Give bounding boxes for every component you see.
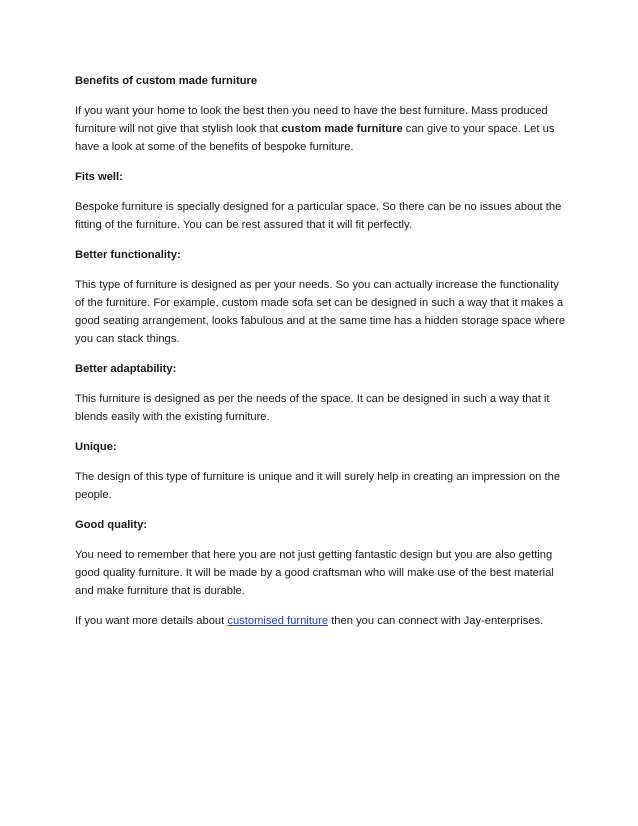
document-title: Benefits of custom made furniture: [75, 75, 258, 87]
closing-text-after: then you can connect with Jay-enterprises.: [328, 615, 544, 627]
closing-paragraph: [75, 612, 568, 630]
intro-paragraph: [75, 102, 568, 156]
section-heading-unique: Unique:: [75, 441, 117, 453]
customised-furniture-link[interactable]: customised furniture: [227, 615, 329, 627]
intro-text-before: If you want your home to look the best then you need to have the best furniture. Mass produced furniture will not give that stylish look that: [75, 105, 548, 135]
section-body-better-adaptability: This furniture is designed as per the needs of the space. It can be designed in such a way that it blends easily with the existing furniture.: [75, 393, 550, 423]
closing-text-before: If you want more details about: [75, 615, 228, 627]
section-body-better-functionality: This type of furniture is designed as per your needs. So you can actually increase the functionality of the furniture. For example, custom made sofa set can be designed in such a way that it makes a good seating arrangement, looks fabulous and at the same time has a hidden storage space where you can stack things.: [75, 279, 566, 345]
intro-bold-phrase: custom made furniture: [281, 123, 403, 135]
intro-text-after: can give to your space. Let us have a look at some of the benefits of bespoke furniture.: [75, 123, 555, 153]
section-heading-better-adaptability: Better adaptability:: [75, 363, 177, 375]
section-heading-good-quality: Good quality:: [75, 519, 148, 531]
section-body-unique: The design of this type of furniture is unique and it will surely help in creating an impression on the people.: [75, 471, 561, 501]
section-body-fits-well: Bespoke furniture is specially designed for a particular space. So there can be no issues about the fitting of the furniture. You can be rest assured that it will fit perfectly.: [75, 201, 562, 231]
section-heading-better-functionality: Better functionality:: [75, 249, 181, 261]
section-heading-fits-well: Fits well:: [75, 171, 123, 183]
section-body-good-quality: You need to remember that here you are not just getting fantastic design but you are also getting good quality furniture. It will be made by a good craftsman who will make use of the best material and make furniture that is durable.: [75, 549, 554, 597]
